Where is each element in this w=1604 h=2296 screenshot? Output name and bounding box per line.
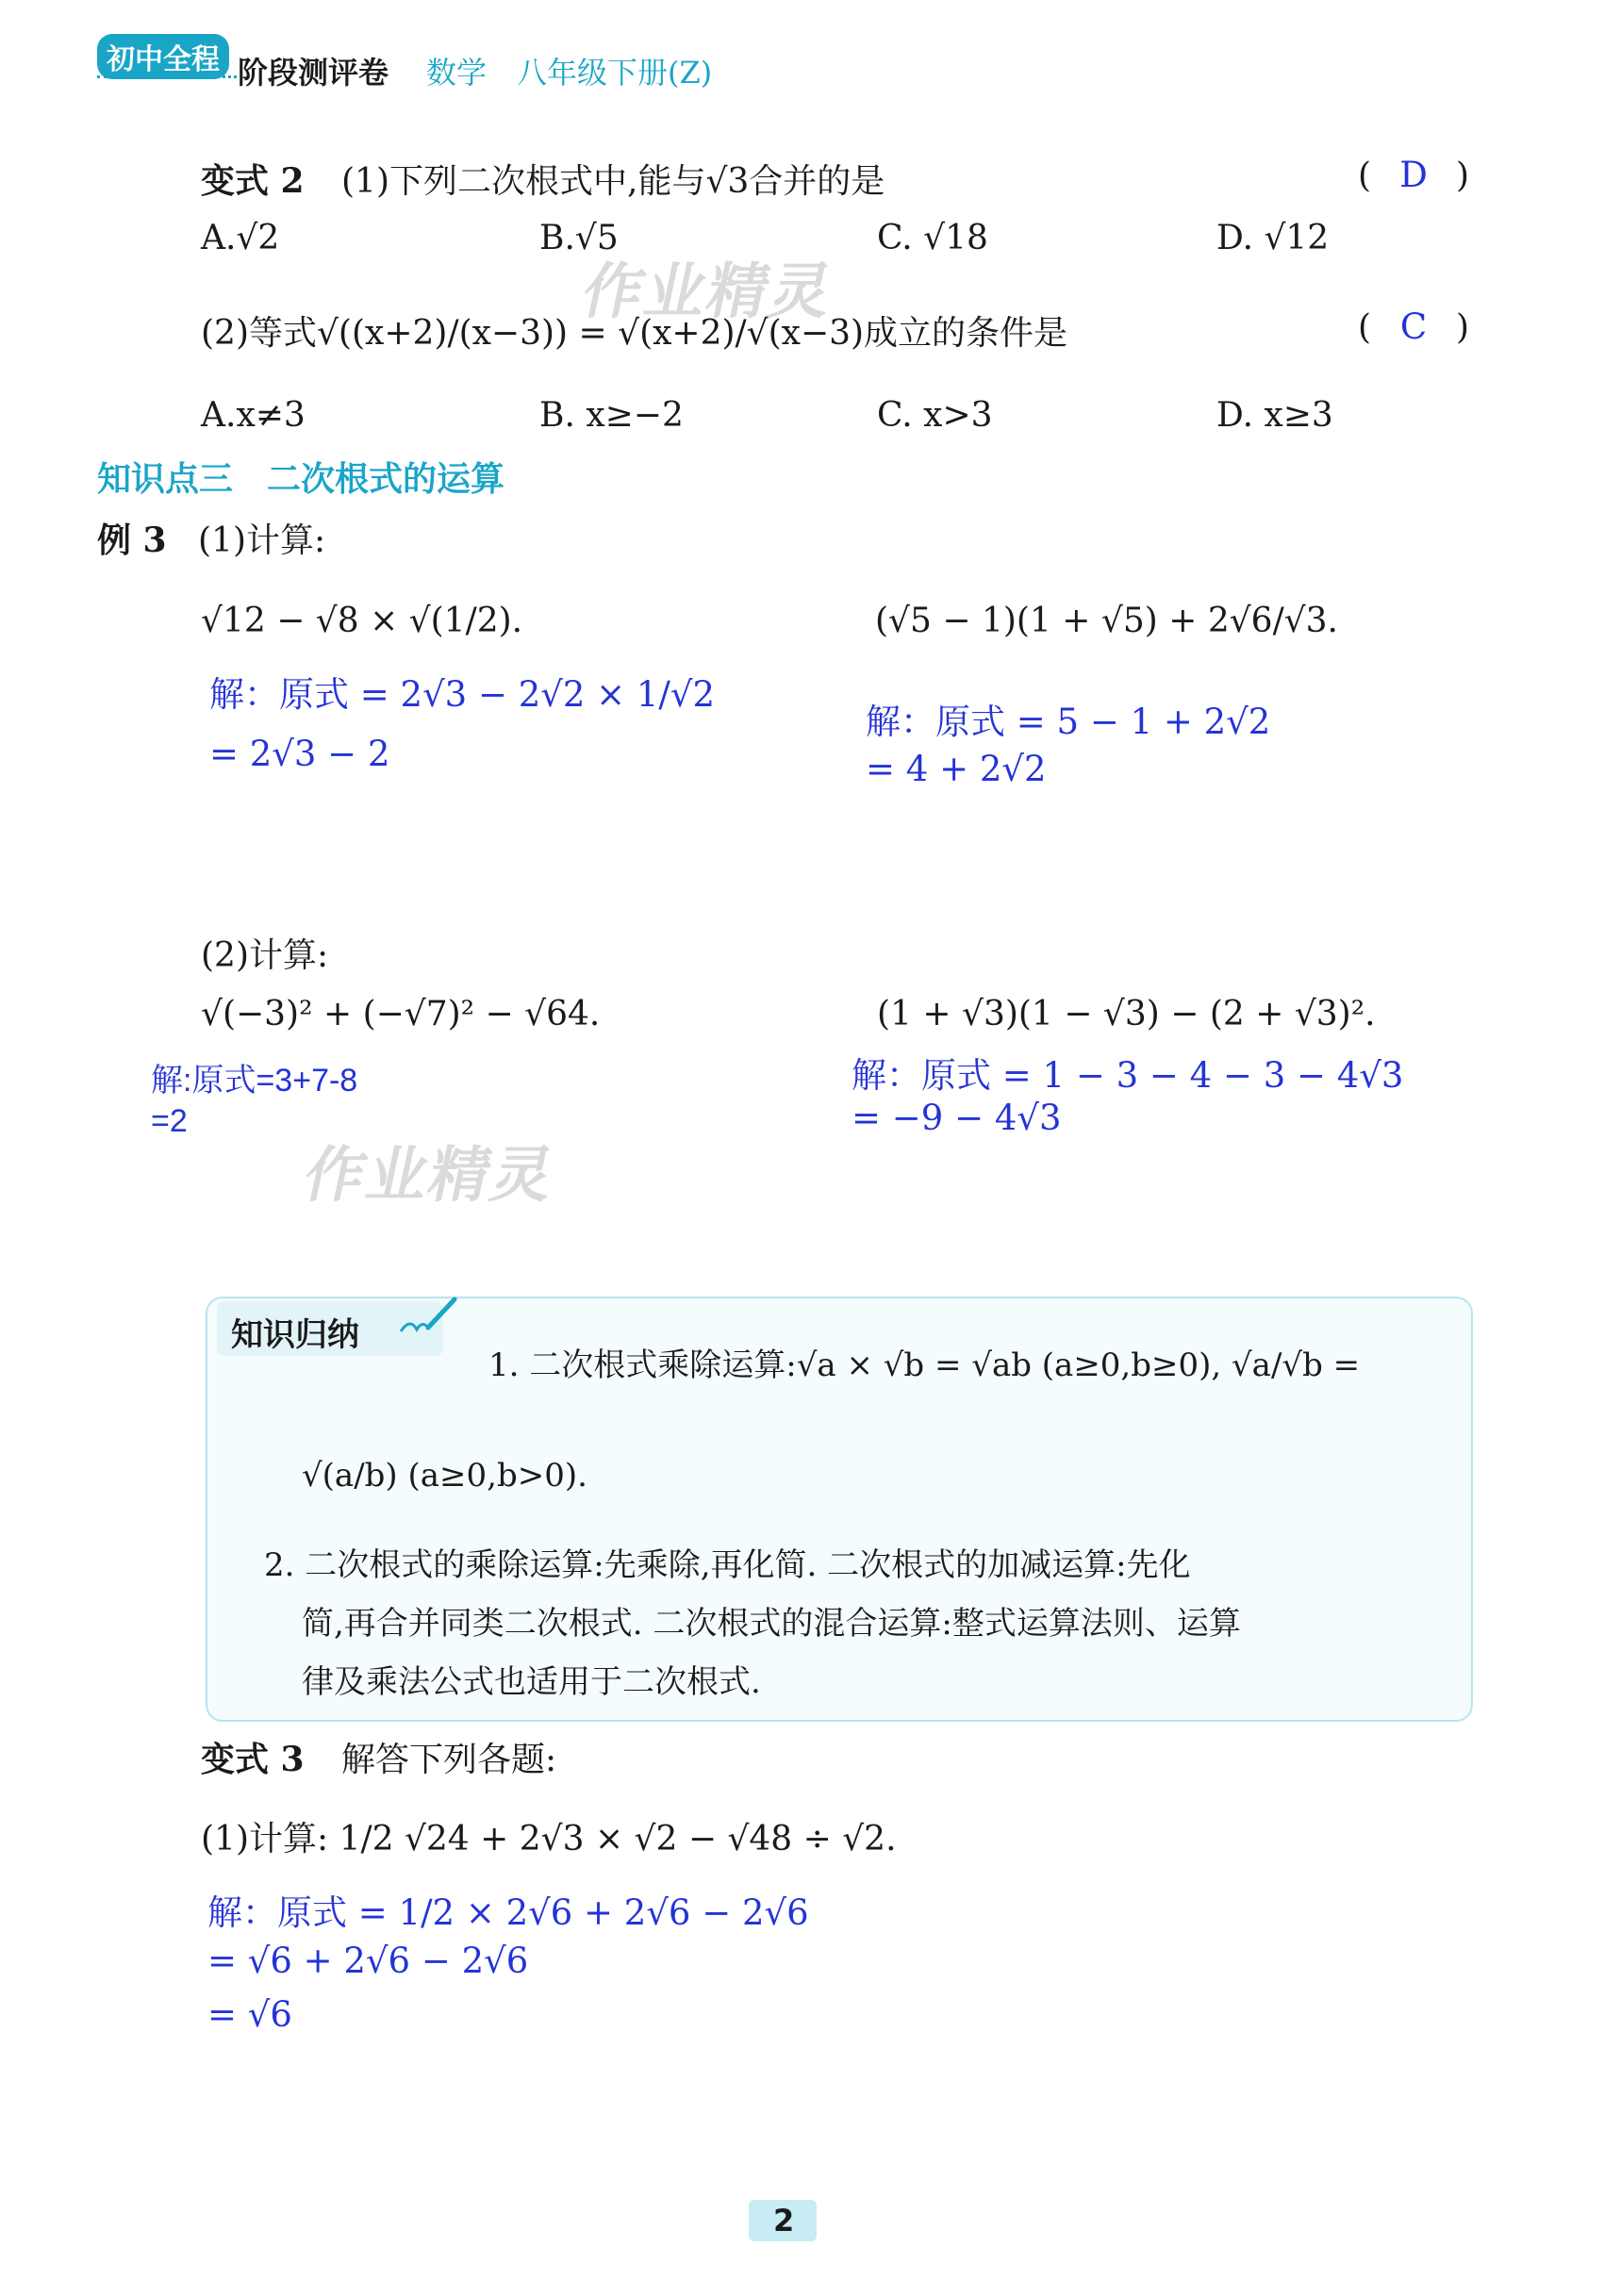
pen-icon bbox=[396, 1294, 462, 1345]
variant2-q1-option-c: C. √18 bbox=[877, 219, 988, 257]
variant2-q2: (2)等式√((x+2)/(x−3)) = √(x+2)/√(x−3)成立的条件是 bbox=[201, 314, 1068, 353]
example3-sol-a-line1: 解：原式 = 2√3 − 2√2 × 1/√2 bbox=[209, 674, 716, 715]
page-number: 2 bbox=[773, 2203, 795, 2238]
example3-expr-c: √(−3)² + (−√7)² − √64. bbox=[201, 995, 601, 1033]
example3-part2-prompt: (2)计算: bbox=[201, 936, 329, 975]
logo: 初中全程 bbox=[97, 34, 229, 79]
header-dots bbox=[97, 75, 237, 84]
example3-sol-c-line2: =2 bbox=[151, 1103, 188, 1139]
knowledge-title: 知识归纳 bbox=[231, 1316, 359, 1354]
header-subject: 数学 bbox=[426, 55, 488, 91]
variant3-q1: (1)计算: 1/2 √24 + 2√3 × √2 − √48 ÷ √2. bbox=[201, 1820, 897, 1858]
example3-sol-b-line2: = 4 + 2√2 bbox=[866, 749, 1047, 789]
variant2-q2-option-c: C. x>3 bbox=[877, 396, 993, 435]
variant3-sol-line1: 解：原式 = 1/2 × 2√6 + 2√6 − 2√6 bbox=[207, 1892, 809, 1933]
variant3-sol-line2: = √6 + 2√6 − 2√6 bbox=[207, 1941, 529, 1981]
watermark: 作业精灵 bbox=[297, 1141, 562, 1211]
example3-sol-d-line2: = −9 − 4√3 bbox=[852, 1098, 1062, 1138]
variant2-q2-option-d: D. x≥3 bbox=[1216, 396, 1333, 435]
knowledge-item1-a: 1. 二次根式乘除运算:√a × √b = √ab (a≥0,b≥0), √a/√b = bbox=[488, 1346, 1361, 1384]
example3-sol-b-line1: 解：原式 = 5 − 1 + 2√2 bbox=[866, 702, 1271, 742]
example3-sol-d-line1: 解：原式 = 1 − 3 − 4 − 3 − 4√3 bbox=[852, 1055, 1404, 1096]
variant2-q1-paren: ( D ) bbox=[1358, 155, 1470, 195]
example3-expr-b: (√5 − 1)(1 + √5) + 2√6/√3. bbox=[875, 602, 1338, 640]
variant3-sol-line3: = √6 bbox=[207, 1994, 292, 2035]
knowledge-item2-line2: 简,再合并同类二次根式. 二次根式的混合运算:整式运算法则、运算 bbox=[302, 1605, 1241, 1643]
watermark: 作业精灵 bbox=[575, 257, 840, 327]
variant2-q1-option-d: D. √12 bbox=[1216, 219, 1330, 257]
variant2-q1-answer: D bbox=[1399, 155, 1428, 195]
example3-sol-a-line2: = 2√3 − 2 bbox=[209, 734, 390, 774]
variant2-q2-option-b: B. x≥−2 bbox=[539, 396, 684, 435]
section3-title: 知识点三 二次根式的运算 bbox=[97, 460, 505, 499]
example3-expr-a: √12 − √8 × √(1/2). bbox=[201, 602, 523, 640]
example3-label: 例 3 bbox=[97, 520, 167, 560]
variant2-q2-answer: C bbox=[1399, 306, 1428, 347]
knowledge-item1-b: √(a/b) (a≥0,b>0). bbox=[302, 1457, 587, 1495]
example3-part1-prompt: (1)计算: bbox=[198, 521, 326, 560]
example3-expr-d: (1 + √3)(1 − √3) − (2 + √3)². bbox=[877, 995, 1376, 1033]
variant2-q1: (1)下列二次根式中,能与√3合并的是 bbox=[341, 162, 885, 201]
example3-sol-c-line1: 解:原式=3+7-8 bbox=[151, 1063, 358, 1098]
variant2-q1-option-a: A.√2 bbox=[201, 219, 280, 257]
variant3-prompt: 解答下列各题: bbox=[341, 1741, 557, 1779]
variant2-q1-option-b: B.√5 bbox=[539, 219, 619, 257]
knowledge-item2-line3: 律及乘法公式也适用于二次根式. bbox=[302, 1663, 761, 1701]
header-title: 阶段测评卷 bbox=[238, 55, 389, 91]
variant2-label: 变式 2 bbox=[201, 161, 305, 201]
variant2-q2-paren: ( C ) bbox=[1358, 306, 1470, 347]
variant2-q2-option-a: A.x≠3 bbox=[201, 396, 306, 435]
header-grade: 八年级下册(Z) bbox=[517, 55, 713, 91]
knowledge-item2-line1: 2. 二次根式的乘除运算:先乘除,再化简. 二次根式的加减运算:先化 bbox=[264, 1546, 1191, 1584]
variant3-label: 变式 3 bbox=[201, 1740, 305, 1779]
